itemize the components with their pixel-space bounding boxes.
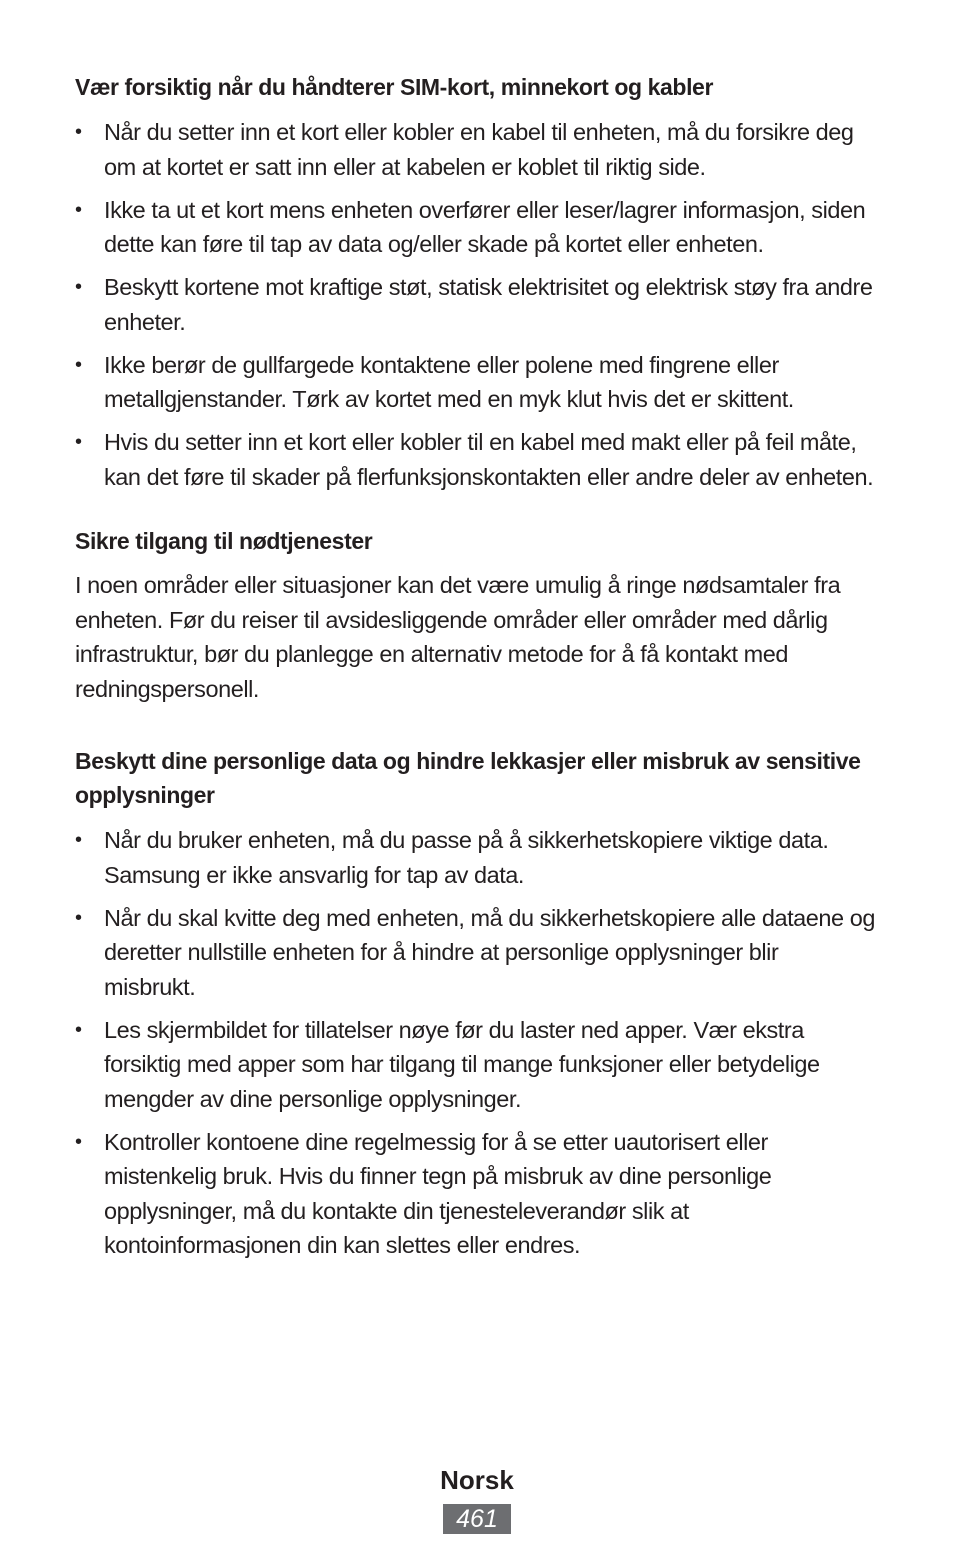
list-item-text: Beskytt kortene mot kraftige støt, statisk elektrisitet og elektrisk støy fra andre enheter.	[104, 274, 873, 335]
footer-language: Norsk	[440, 1465, 514, 1495]
section-heading: Sikre tilgang til nødtjenester	[75, 528, 373, 554]
bullet-icon: •	[75, 276, 82, 298]
list-item	[75, 115, 875, 184]
bullet-icon: •	[75, 121, 82, 143]
list-item	[75, 425, 875, 494]
list-item-text: Når du setter inn et kort eller kobler en kabel til enheten, må du forsikre deg om at kortet er satt inn eller at kabelen er koblet til riktig side.	[104, 119, 854, 180]
section-sim-cards	[75, 70, 875, 494]
list-item	[75, 193, 875, 262]
bullet-list	[75, 823, 875, 1263]
page-content	[75, 70, 875, 1271]
list-item-text: Hvis du setter inn et kort eller kobler til en kabel med makt eller på feil måte, kan det føre til skader på flerfunksjonskontakten eller andre deler av enheten.	[104, 429, 874, 490]
list-item	[75, 901, 875, 1005]
list-item	[75, 823, 875, 892]
list-item	[75, 348, 875, 417]
list-item	[75, 270, 875, 339]
section-emergency-services	[75, 524, 875, 706]
bullet-icon: •	[75, 829, 82, 851]
list-item-text: Ikke berør de gullfargede kontaktene eller polene med fingrene eller metallgjenstander. Tørk av kortet med en myk klut hvis det er skittent.	[104, 351, 794, 412]
section-paragraph: I noen områder eller situasjoner kan det være umulig å ringe nødsamtaler fra enheten. Før du reiser til avsidesliggende områder eller områder med dårlig infrastruktur, bør du planlegge en alternativ metode for å få kontakt med redningspersonell.	[75, 572, 841, 702]
list-item-text: Når du bruker enheten, må du passe på å sikkerhetskopiere viktige data. Samsung er ikke ansvarlig for tap av data.	[104, 827, 829, 888]
section-heading: Vær forsiktig når du håndterer SIM-kort, minnekort og kabler	[75, 74, 714, 100]
bullet-icon: •	[75, 1130, 82, 1153]
list-item-text: Når du skal kvitte deg med enheten, må du sikkerhetskopiere alle dataene og deretter nullstille enheten for å hindre at personlige opplysninger blir misbrukt.	[104, 904, 875, 1000]
section-heading: Beskytt dine personlige data og hindre lekkasjer eller misbruk av sensitive opplysninger	[75, 748, 861, 808]
bullet-icon: •	[75, 1018, 82, 1041]
list-item-text: Kontroller kontoene dine regelmessig for å se etter uautorisert eller mistenkelig bruk. Hvis du finner tegn på misbruk av dine personlige opplysninger, må du kontakte din tjenesteleverandør slik at kontoinformasjonen din kan slettes eller endres.	[104, 1128, 772, 1258]
bullet-icon: •	[75, 353, 82, 376]
bullet-icon: •	[75, 906, 82, 929]
list-item	[75, 1125, 875, 1263]
bullet-list	[75, 115, 875, 494]
page-number-badge: 461	[443, 1504, 511, 1534]
list-item	[75, 1013, 875, 1117]
list-item-text: Les skjermbildet for tillatelser nøye før du laster ned apper. Vær ekstra forsiktig med apper som har tilgang til mange funksjoner eller betydelige mengder av dine personlige opplysninger.	[104, 1016, 820, 1112]
list-item-text: Ikke ta ut et kort mens enheten overfører eller leser/lagrer informasjon, siden dette kan føre til tap av data og/eller skade på kortet eller enheten.	[104, 196, 866, 257]
bullet-icon: •	[75, 198, 82, 221]
section-personal-data	[75, 744, 875, 1263]
bullet-icon: •	[75, 431, 82, 453]
